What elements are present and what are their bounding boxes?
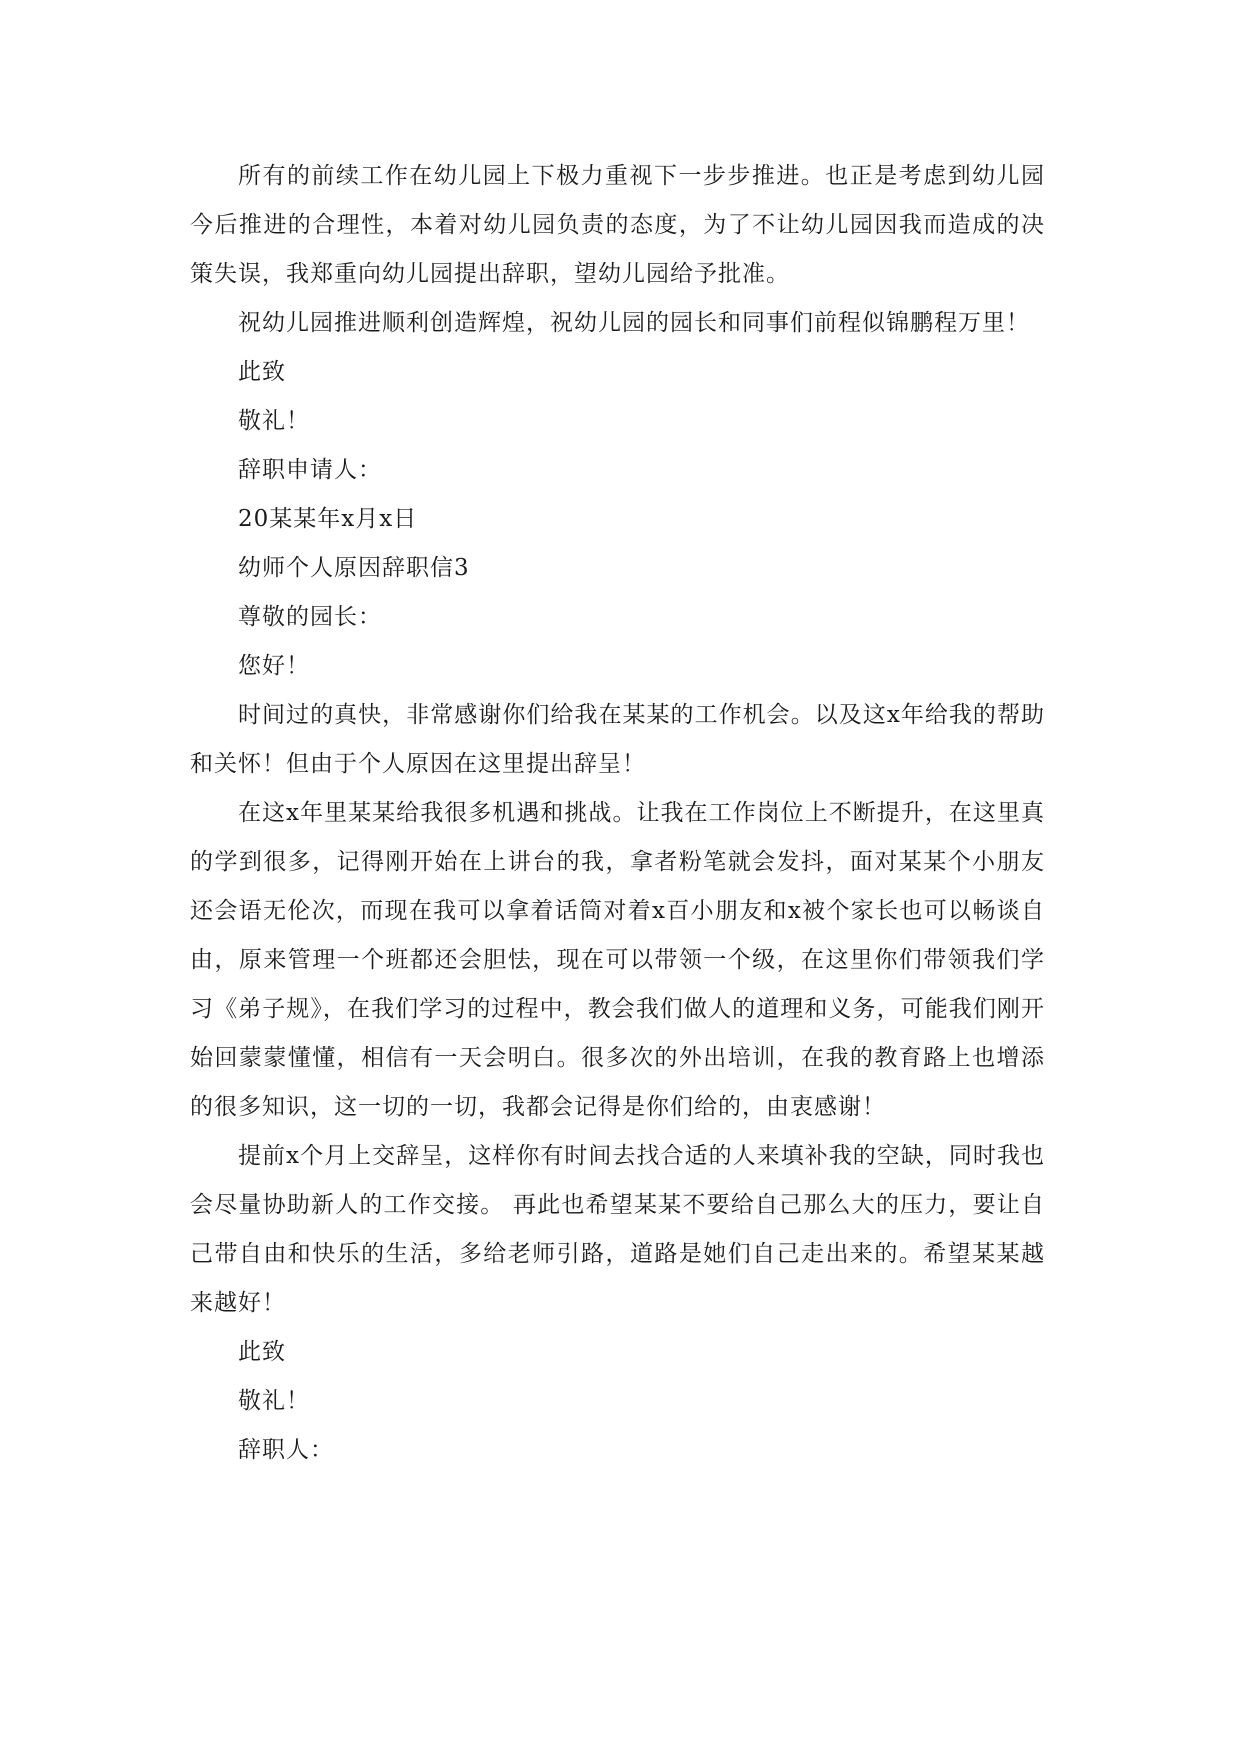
paragraph-handover: 提前x个月上交辞呈，这样你有时间去找合适的人来填补我的空缺，同时我也会尽量协助新人的工作交接。 再此也希望某某不要给自己那么大的压力，要让自己带自由和快乐的生活，多给老师引路，道路是她们自己走出来的。希望某某越来越好！ — [190, 1143, 1045, 1316]
paragraph-experience: 在这x年里某某给我很多机遇和挑战。让我在工作岗位上不断提升，在这里真的学到很多，记得刚开始在上讲台的我，拿者粉笔就会发抖，面对某某个小朋友还会语无伦次，而现在我可以拿着话筒对着x百小朋友和x被个家长也可以畅谈自由，原来管理一个班都还会胆怯，现在可以带领一个级，在这里你们带领我们学习《弟子规》，在我们学习的过程中，教会我们做人的道理和义务，可能我们刚开始回蒙蒙懂懂，相信有一天会明白。很多次的外出培训，在我的教育路上也增添的很多知识，这一切的一切，我都会记得是你们给的，由衷感谢！ — [190, 800, 1045, 1120]
signature-applicant: 辞职申请人： — [238, 457, 382, 483]
closing-cizhi: 此致 — [238, 359, 286, 385]
signature-resigner: 辞职人： — [238, 1437, 334, 1463]
document-body — [190, 152, 1045, 1475]
paragraph-wishes: 祝幼儿园推进顺利创造辉煌，祝幼儿园的园长和同事们前程似锦鹏程万里！ — [238, 310, 1030, 336]
paragraph-reason: 所有的前续工作在幼儿园上下极力重视下一步步推进。也正是考虑到幼儿园今后推进的合理性，本着对幼儿园负责的态度，为了不让幼儿园因我而造成的决策失误，我郑重向幼儿园提出辞职，望幼儿园给予批准。 — [190, 163, 1045, 287]
greeting: 您好！ — [238, 653, 310, 679]
closing-jingli: 敬礼！ — [238, 408, 310, 434]
closing-cizhi-2: 此致 — [238, 1339, 286, 1365]
paragraph-thanks: 时间过的真快，非常感谢你们给我在某某的工作机会。以及这x年给我的帮助和关怀！但由于个人原因在这里提出辞呈！ — [190, 702, 1045, 777]
signature-date: 20某某年x月x日 — [238, 506, 418, 532]
letter-title: 幼师个人原因辞职信3 — [238, 555, 470, 581]
salutation: 尊敬的园长： — [238, 604, 382, 630]
closing-jingli-2: 敬礼！ — [238, 1388, 310, 1414]
